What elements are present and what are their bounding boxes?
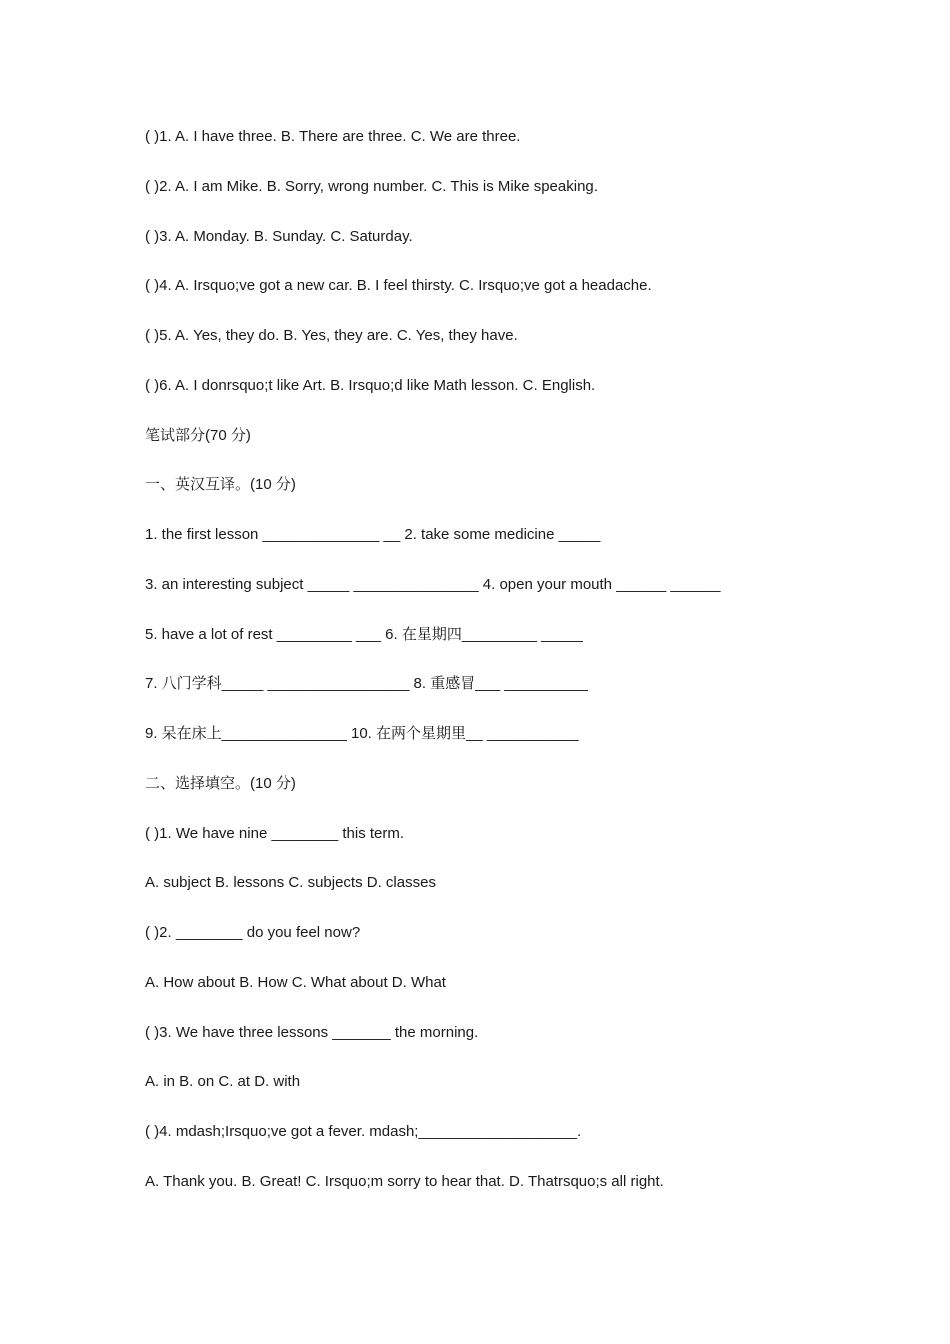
choice-options-2: A. How about B. How C. What about D. What xyxy=(145,973,446,991)
listening-item-6: ( )6. A. I donrsquo;t like Art. B. Irsquo;d like Math lesson. C. English. xyxy=(145,376,596,394)
translation-row-4: 7. 八门学科_____ _________________ 8. 重感冒___ __________ xyxy=(145,675,588,693)
listening-item-3: ( )3. A. Monday. B. Sunday. C. Saturday. xyxy=(145,227,413,245)
choice-question-2: ( )2. ________ do you feel now? xyxy=(145,924,361,941)
listening-item-5: ( )5. A. Yes, they do. B. Yes, they are. C. Yes, they have. xyxy=(145,327,518,344)
translation-row-5: 9. 呆在床上_______________ 10. 在两个星期里__ ___________ xyxy=(145,725,579,742)
translation-row-1: 1. the first lesson ______________ __ 2. take some medicine _____ xyxy=(145,526,601,543)
translation-section-heading: 一、英汉互译。(10 分) xyxy=(145,476,296,494)
listening-item-2: ( )2. A. I am Mike. B. Sorry, wrong number. C. This is Mike speaking. xyxy=(145,177,598,195)
choice-options-3: A. in B. on C. at D. with xyxy=(145,1073,301,1091)
multiple-choice-section-heading: 二、选择填空。(10 分) xyxy=(145,774,296,792)
listening-item-4: ( )4. A. Irsquo;ve got a new car. B. I feel thirsty. C. Irsquo;ve got a headache. xyxy=(145,277,652,295)
translation-row-3: 5. have a lot of rest _________ ___ 6. 在星期四_________ _____ xyxy=(145,625,583,643)
document-body xyxy=(145,126,865,1221)
choice-question-1: ( )1. We have nine ________ this term. xyxy=(145,824,405,842)
choice-question-4: ( )4. mdash;Irsquo;ve got a fever. mdash;___________________. xyxy=(145,1123,582,1140)
written-section-heading: 笔试部分(70 分) xyxy=(145,426,251,444)
choice-options-4: A. Thank you. B. Great! C. Irsquo;m sorry to hear that. D. Thatrsquo;s all right. xyxy=(145,1172,664,1190)
choice-question-3: ( )3. We have three lessons _______ the morning. xyxy=(145,1023,479,1041)
translation-row-2: 3. an interesting subject _____ _______________ 4. open your mouth ______ ______ xyxy=(145,575,721,593)
choice-options-1: A. subject B. lessons C. subjects D. classes xyxy=(145,874,436,892)
listening-item-1: ( )1. A. I have three. B. There are three. C. We are three. xyxy=(145,128,521,145)
